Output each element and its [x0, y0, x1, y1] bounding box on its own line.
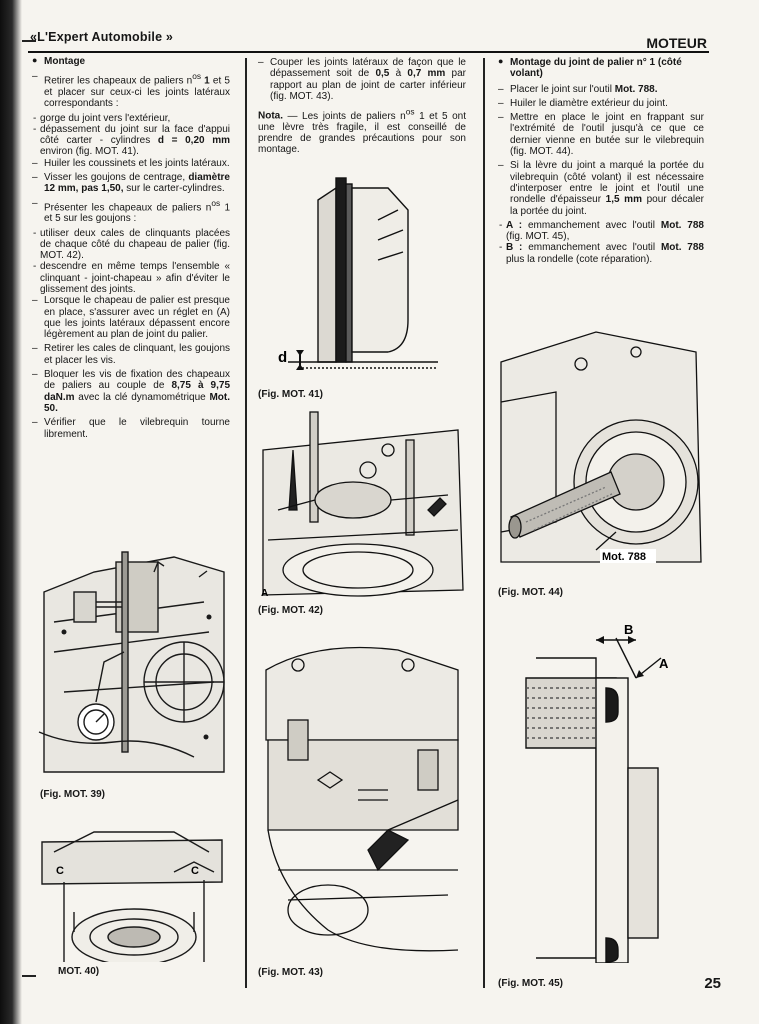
- binding-mark: [22, 975, 36, 977]
- figure-mot-44: [496, 322, 706, 572]
- instruction-item: – Mettre en place le joint en frappant sur l'extrémité de l'outil jusqu'à ce que ce dernier vienne en butée sur le vilebrequin (fig. MOT. 44).: [498, 112, 704, 157]
- instruction-item: – Vérifier que le vilebrequin tourne librement.: [32, 417, 230, 440]
- column-2-text: [258, 57, 466, 159]
- instruction-item: – Si la lèvre du joint a marqué la portée du vilebrequin (côté volant) il est nécessaire d'interposer entre le joint et l'outil une rondelle d'épaisseur 1,5 mm pour décaler la portée du joint.: [498, 160, 704, 216]
- sub-instruction: - B : emmanchement avec l'outil Mot. 788 plus la rondelle (cote réparation).: [498, 242, 704, 265]
- label-d: d: [278, 349, 288, 366]
- column-divider: [245, 58, 247, 988]
- column-divider: [483, 58, 485, 988]
- figure-mot-43: [258, 630, 468, 960]
- running-header-section: MOTEUR: [646, 35, 707, 51]
- figure-caption: (Fig. MOT. 44): [498, 587, 563, 598]
- figure-mot-39: [34, 532, 230, 784]
- figure-mot-45-drawing: [496, 618, 706, 963]
- label-a-fig45: A: [659, 656, 669, 671]
- figure-caption: (Fig. MOT. 41): [258, 389, 323, 400]
- label-c-right: C: [191, 865, 199, 877]
- running-header-publication: «L'Expert Automobile »: [30, 30, 174, 44]
- figure-mot-39-drawing: [34, 532, 230, 784]
- figure-mot-41-drawing: [278, 170, 446, 375]
- figure-mot-40: [34, 812, 230, 962]
- label-tool-mot-788: Mot. 788: [602, 551, 647, 563]
- instruction-item: – Lorsque le chapeau de palier est presque en place, s'assurer avec un réglet en (A) que les joints latéraux dépassent encore légèrement au plan de joint du palier.: [32, 295, 230, 340]
- sub-instruction: - descendre en même temps l'ensemble « clinquant - joint-chapeau » afin d'éviter le glissement des joints.: [32, 261, 230, 295]
- page-binding-shadow: [0, 0, 22, 1024]
- figure-mot-44-drawing: [496, 322, 706, 572]
- figure-caption: (Fig. MOT. 42): [258, 605, 323, 616]
- instruction-list: [498, 84, 704, 265]
- instruction-list: [258, 57, 466, 102]
- instruction-item: – Retirer les cales de clinquant, les goujons et placer les vis.: [32, 343, 230, 366]
- figure-caption: (Fig. MOT. 43): [258, 967, 323, 978]
- sub-instruction: - utiliser deux cales de clinquants placées de chaque côté du chapeau de palier (fig. MOT. 42).: [32, 228, 230, 262]
- section-heading-joint-palier: ● Montage du joint de palier n° 1 (côté volant): [498, 57, 704, 80]
- instruction-item: – Bloquer les vis de fixation des chapeaux de paliers au couple de 8,75 à 9,75 daN.m avec la clé dynamométrique Mot. 50.: [32, 369, 230, 414]
- nota-text: — Les joints de paliers $n^{os}$ 1 et 5 ont une lèvre très fragile, il est conseillé de prendre de grandes précautions pour son montage.: [258, 106, 466, 156]
- page-number: 25: [704, 975, 721, 992]
- figure-caption: (Fig. MOT. 39): [40, 789, 105, 800]
- sub-instruction: - dépassement du joint sur la face d'appui côté carter - cylindres d = 0,20 mm environ (fig. MOT. 41).: [32, 124, 230, 158]
- label-c-left: C: [56, 865, 64, 877]
- nota-paragraph: [258, 106, 466, 156]
- instruction-item: – Visser les goujons de centrage, diamètre 12 mm, pas 1,50, sur le carter-cylindres.: [32, 172, 230, 195]
- instruction-item: – Retirer les chapeaux de paliers $n^{os}$ 1 et 5 et placer sur ceux-ci les joints latéraux correspondants :: [32, 71, 230, 109]
- figure-caption: MOT. 40): [58, 966, 100, 977]
- nota-label: Nota.: [258, 110, 283, 122]
- header-rule: [28, 51, 709, 53]
- figure-mot-43-drawing: [258, 630, 468, 960]
- figure-mot-40-drawing: [34, 812, 230, 962]
- instruction-item: – Couper les joints latéraux de façon que le dépassement soit de 0,5 à 0,7 mm par rapport au plan de joint de carter inférieur (fig. MOT. 43).: [258, 57, 466, 102]
- sub-instruction: - A : emmanchement avec l'outil Mot. 788 (fig. MOT. 45),: [498, 220, 704, 243]
- column-3-text: [498, 57, 704, 265]
- sub-instruction: - gorge du joint vers l'extérieur,: [32, 113, 230, 124]
- column-1-text: [32, 56, 230, 443]
- figure-mot-42-drawing: [258, 410, 468, 600]
- figure-mot-42: [258, 410, 468, 600]
- figure-mot-41: [278, 170, 446, 375]
- instruction-item: – Huiler les coussinets et les joints latéraux.: [32, 158, 230, 169]
- instruction-item: – Présenter les chapeaux de paliers $n^{os}$ 1 et 5 sur les goujons :: [32, 198, 230, 225]
- label-b-fig45: B: [624, 622, 634, 637]
- figure-mot-45: [496, 618, 706, 963]
- label-a-fig42: A: [261, 588, 269, 599]
- instruction-item: – Huiler le diamètre extérieur du joint.: [498, 98, 704, 109]
- section-heading-montage: ● Montage: [32, 56, 230, 67]
- instruction-item: – Placer le joint sur l'outil Mot. 788.: [498, 84, 704, 95]
- figure-caption: (Fig. MOT. 45): [498, 978, 563, 989]
- instruction-list: [32, 71, 230, 440]
